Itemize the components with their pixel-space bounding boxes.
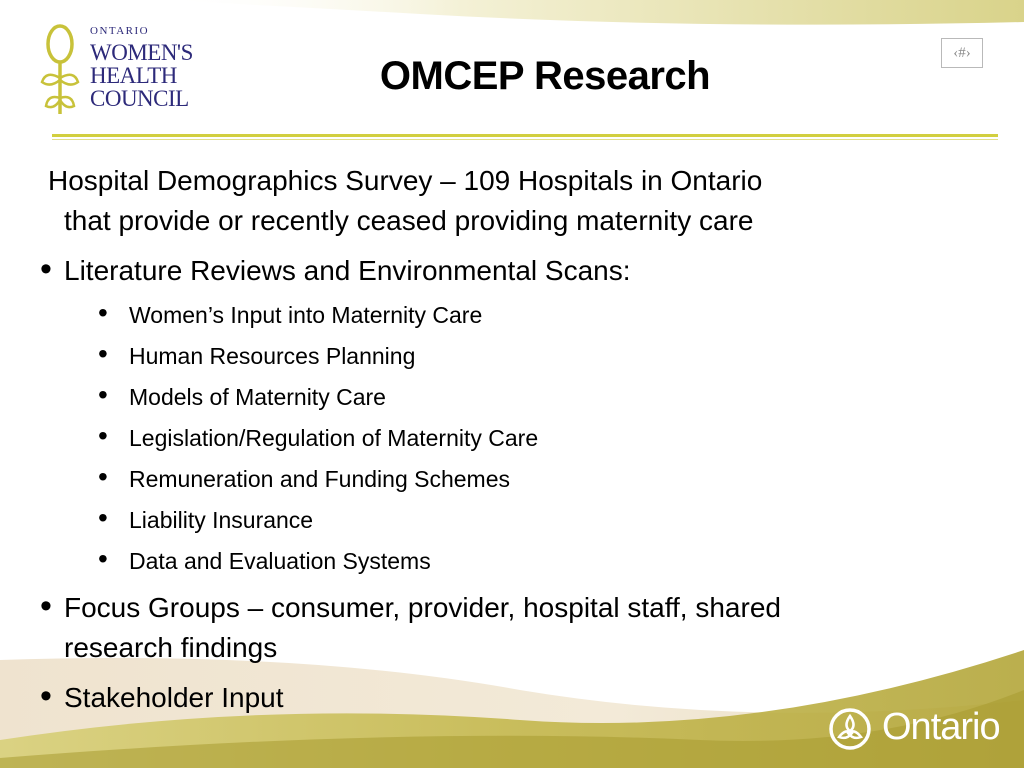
slide-title: OMCEP Research: [379, 54, 711, 98]
sub-bullet-glyph: •: [98, 338, 108, 369]
logo-line-council: COUNCIL: [90, 86, 189, 111]
intro-line-2: that provide or recently ceased providing maternity care: [64, 205, 754, 236]
sub-item-liability: Liability Insurance: [129, 507, 314, 533]
sub-bullet-glyph: •: [98, 461, 108, 492]
bullet-glyph: •: [40, 250, 52, 288]
sub-item-human-resources: Human Resources Planning: [129, 343, 416, 369]
logo-line-health: HEALTH: [90, 63, 177, 88]
sub-item-womens-input: Women’s Input into Maternity Care: [129, 302, 483, 328]
sub-item-models: Models of Maternity Care: [129, 384, 386, 410]
bullet-glyph: •: [40, 677, 52, 715]
bullet-focus-groups-line-1: Focus Groups – consumer, provider, hospital staff, shared: [64, 592, 781, 623]
sub-bullet-glyph: •: [98, 543, 108, 574]
sub-bullet-glyph: •: [98, 379, 108, 410]
sub-bullet-glyph: •: [98, 502, 108, 533]
logo-line-womens: WOMEN'S: [90, 40, 193, 65]
ontario-wordmark: Ontario: [882, 706, 1000, 748]
bullet-literature-reviews: Literature Reviews and Environmental Scans:: [64, 255, 631, 286]
bullet-glyph: •: [40, 587, 52, 625]
sub-item-remuneration: Remuneration and Funding Schemes: [129, 466, 511, 492]
bullet-stakeholder-input: Stakeholder Input: [64, 682, 284, 713]
intro-line-1: Hospital Demographics Survey – 109 Hospitals in Ontario: [48, 165, 763, 196]
sub-bullet-glyph: •: [98, 420, 108, 451]
page-number-placeholder: ‹#›: [941, 38, 983, 68]
sub-bullet-glyph: •: [98, 297, 108, 328]
sub-item-data-evaluation: Data and Evaluation Systems: [129, 548, 431, 574]
sub-item-legislation: Legislation/Regulation of Maternity Care: [129, 425, 539, 451]
logo-line-ontario: ONTARIO: [90, 25, 150, 37]
bullet-focus-groups-line-2: research findings: [64, 632, 278, 663]
